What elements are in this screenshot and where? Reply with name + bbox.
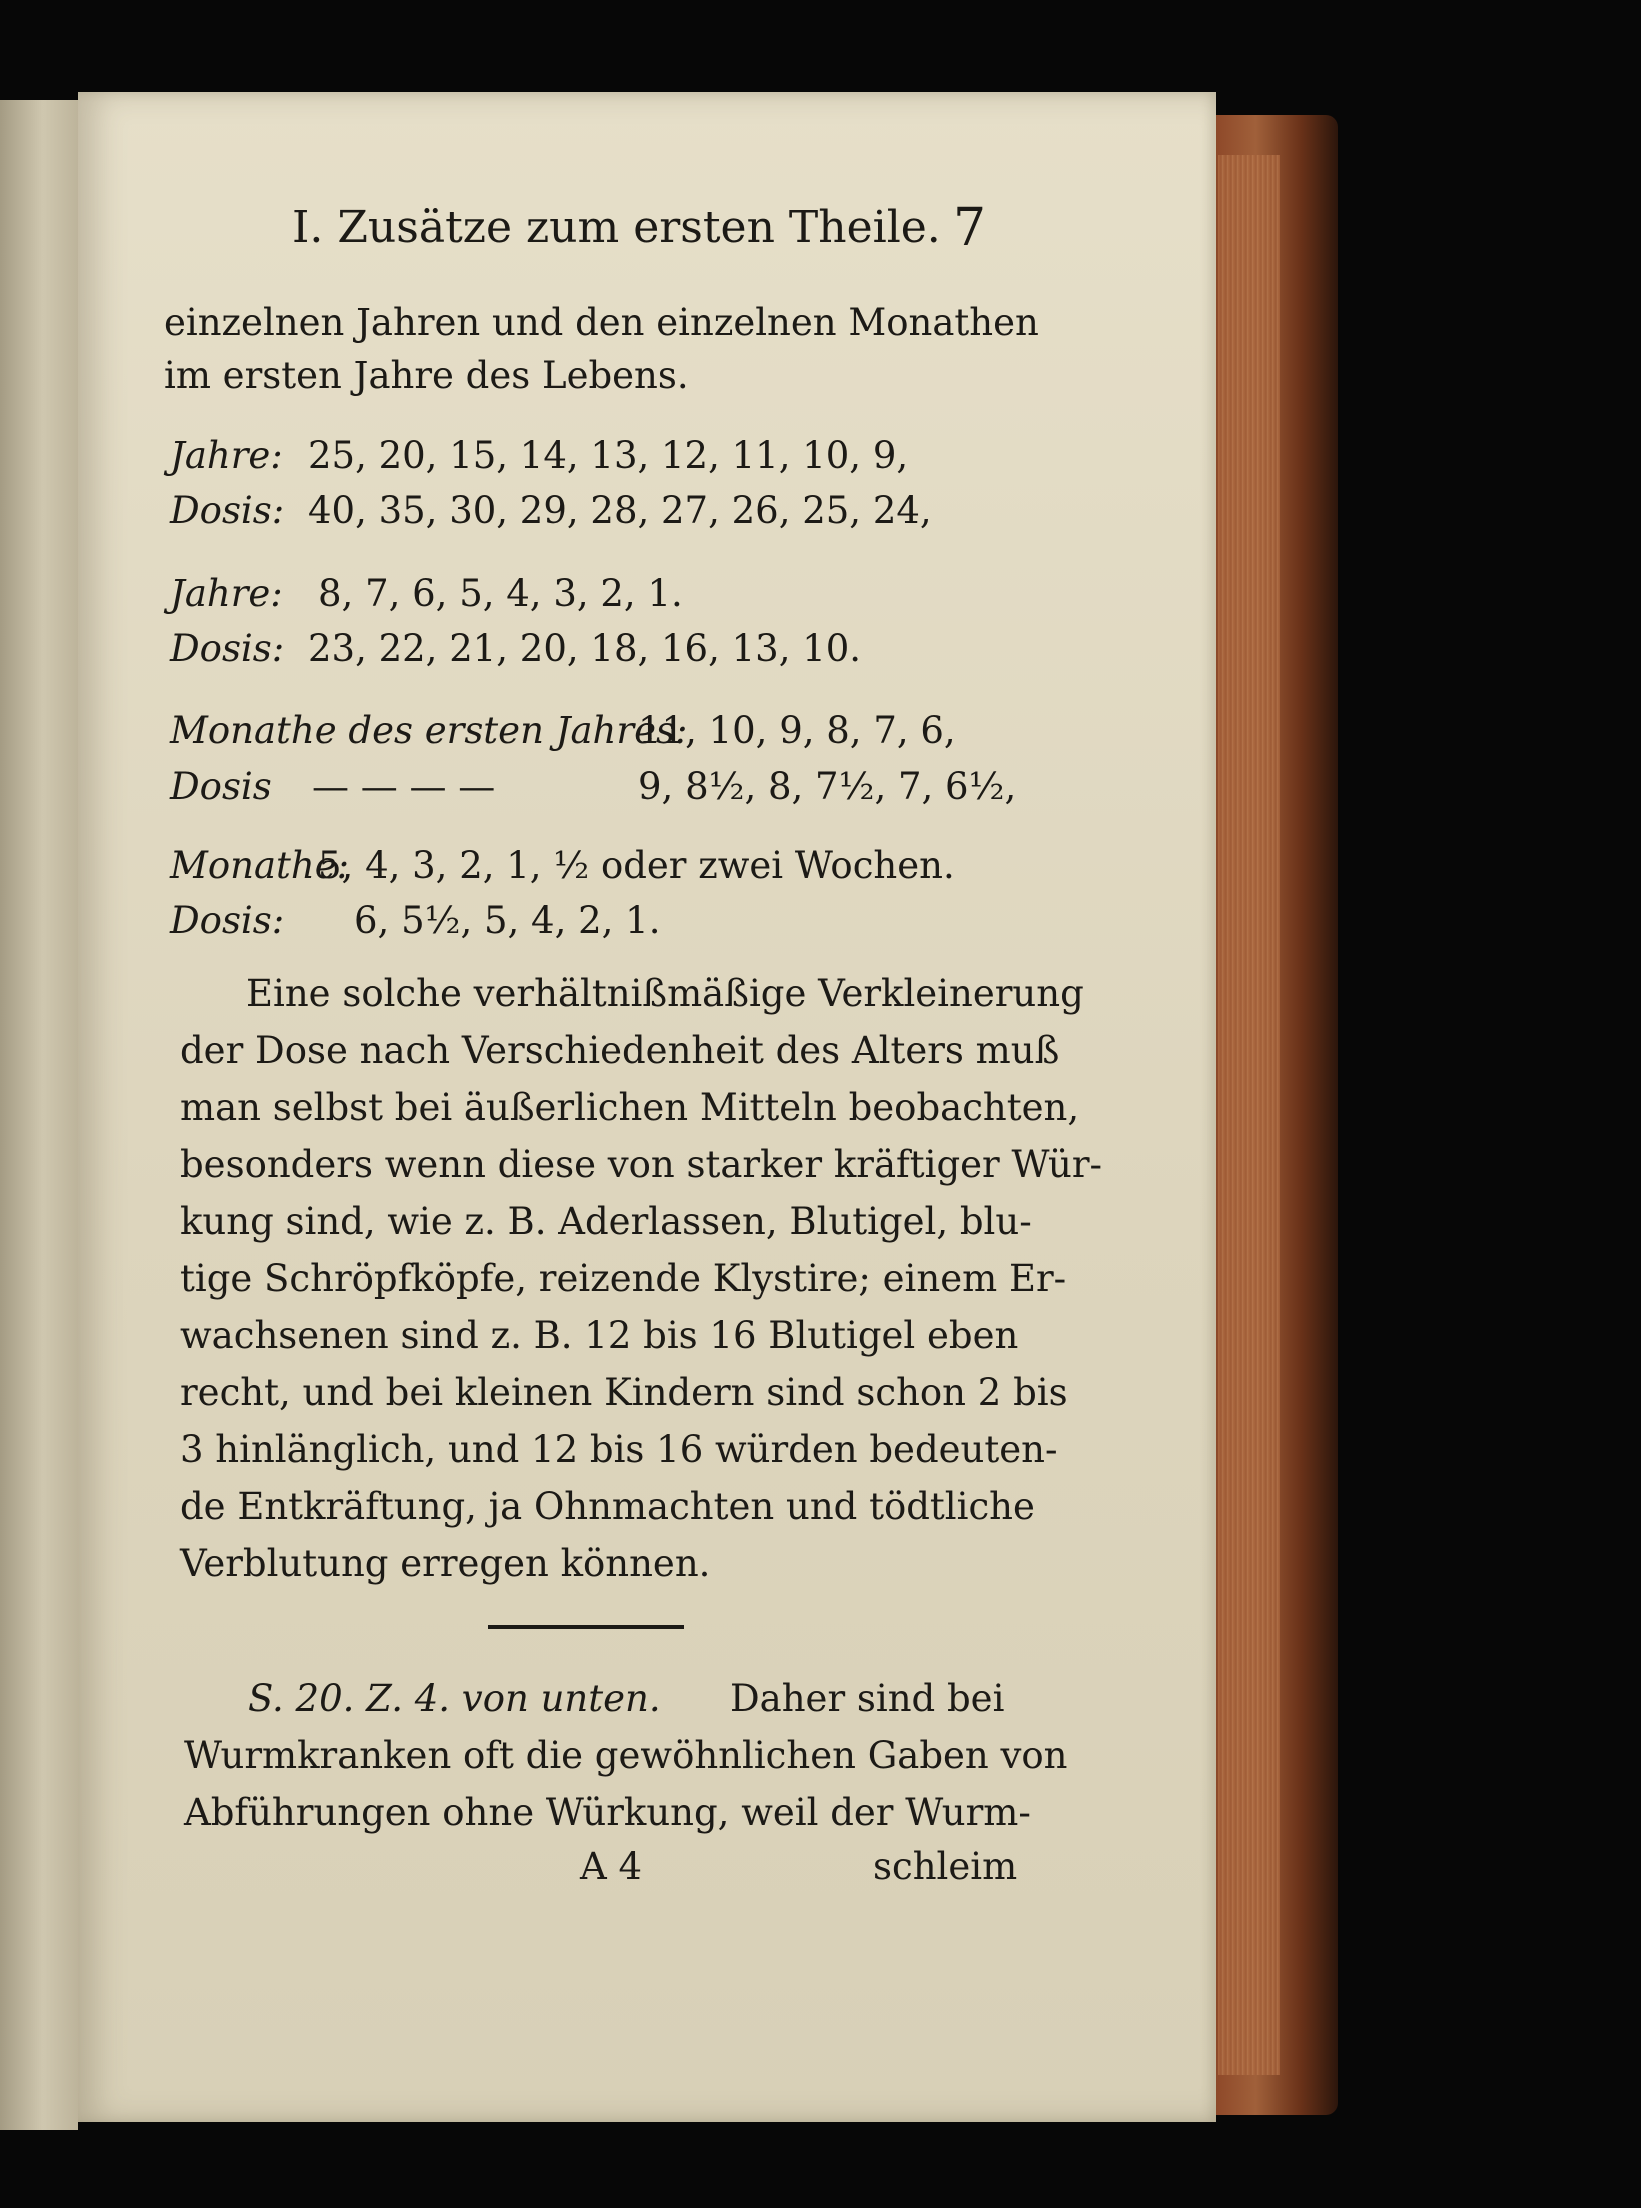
paragraph2-line-2: Wurmkranken oft die gewöhnlichen Gaben von <box>184 1734 1068 1777</box>
page-edge-texture <box>1218 155 1280 2075</box>
paragraph1-line-2: der Dose nach Verschiedenheit des Alters muß <box>180 1029 1060 1072</box>
table3-doses: 9, 8½, 8, 7½, 7, 6½, <box>638 765 1017 808</box>
paragraph2-reference: S. 20. Z. 4. von unten. <box>248 1677 661 1720</box>
table3-dose-label: Dosis <box>170 765 272 808</box>
paragraph2-line-1-rest: Daher sind bei <box>730 1677 1005 1720</box>
table2-dose-label: Dosis: <box>170 627 285 670</box>
table1-dose-label: Dosis: <box>170 489 285 532</box>
running-head: I. Zusätze zum ersten Theile. <box>292 202 941 253</box>
paragraph1-line-7: wachsenen sind z. B. 12 bis 16 Blutigel eben <box>180 1314 1019 1357</box>
table4-doses: 6, 5½, 5, 4, 2, 1. <box>354 899 661 942</box>
table2-doses: 23, 22, 21, 20, 18, 16, 13, 10. <box>308 627 862 670</box>
paragraph1-line-4: besonders wenn diese von starker kräftiger Wür- <box>180 1143 1103 1186</box>
paragraph1-line-3: man selbst bei äußerlichen Mitteln beobachten, <box>180 1086 1080 1129</box>
intro-line-1: einzelnen Jahren und den einzelnen Monathen <box>164 301 1039 344</box>
paragraph1-line-11: Verblutung erregen können. <box>180 1542 711 1585</box>
table1-years: 25, 20, 15, 14, 13, 12, 11, 10, 9, <box>308 434 909 477</box>
paragraph1-line-6: tige Schröpfköpfe, reizende Klystire; einem Er- <box>180 1257 1067 1300</box>
paragraph1-line-10: de Entkräftung, ja Ohnmachten und tödtliche <box>180 1485 1035 1528</box>
table4-months: 5, 4, 3, 2, 1, ½ oder zwei Wochen. <box>318 844 955 887</box>
paragraph1-line-5: kung sind, wie z. B. Aderlassen, Blutigel, blu- <box>180 1200 1032 1243</box>
paragraph1-line-8: recht, und bei kleinen Kindern sind schon 2 bis <box>180 1371 1068 1414</box>
table1-doses: 40, 35, 30, 29, 28, 27, 26, 25, 24, <box>308 489 932 532</box>
table1-years-label: Jahre: <box>170 434 283 477</box>
table3-months-label: Monathe des ersten Jahres: <box>170 709 688 752</box>
intro-line-2: im ersten Jahre des Lebens. <box>164 354 689 397</box>
table4-months-label: Monathe: <box>170 844 350 887</box>
page-number: 7 <box>953 198 987 258</box>
table2-years: 8, 7, 6, 5, 4, 3, 2, 1. <box>318 572 683 615</box>
table2-years-label: Jahre: <box>170 572 283 615</box>
paragraph1-line-9: 3 hinlänglich, und 12 bis 16 würden bedeuten- <box>180 1428 1058 1471</box>
table3-dashes: — — — — <box>312 765 496 808</box>
book-page <box>78 92 1216 2122</box>
paragraph1-line-1: Eine solche verhältnißmäßige Verkleinerung <box>246 972 1084 1015</box>
signature-mark: A 4 <box>580 1845 643 1888</box>
table4-dose-label: Dosis: <box>170 899 285 942</box>
section-divider <box>488 1625 684 1629</box>
left-page-edge <box>0 100 78 2130</box>
catchword: schleim <box>873 1845 1018 1888</box>
paragraph2-line-3: Abführungen ohne Würkung, weil der Wurm- <box>184 1791 1031 1834</box>
table3-months: 11, 10, 9, 8, 7, 6, <box>638 709 956 752</box>
